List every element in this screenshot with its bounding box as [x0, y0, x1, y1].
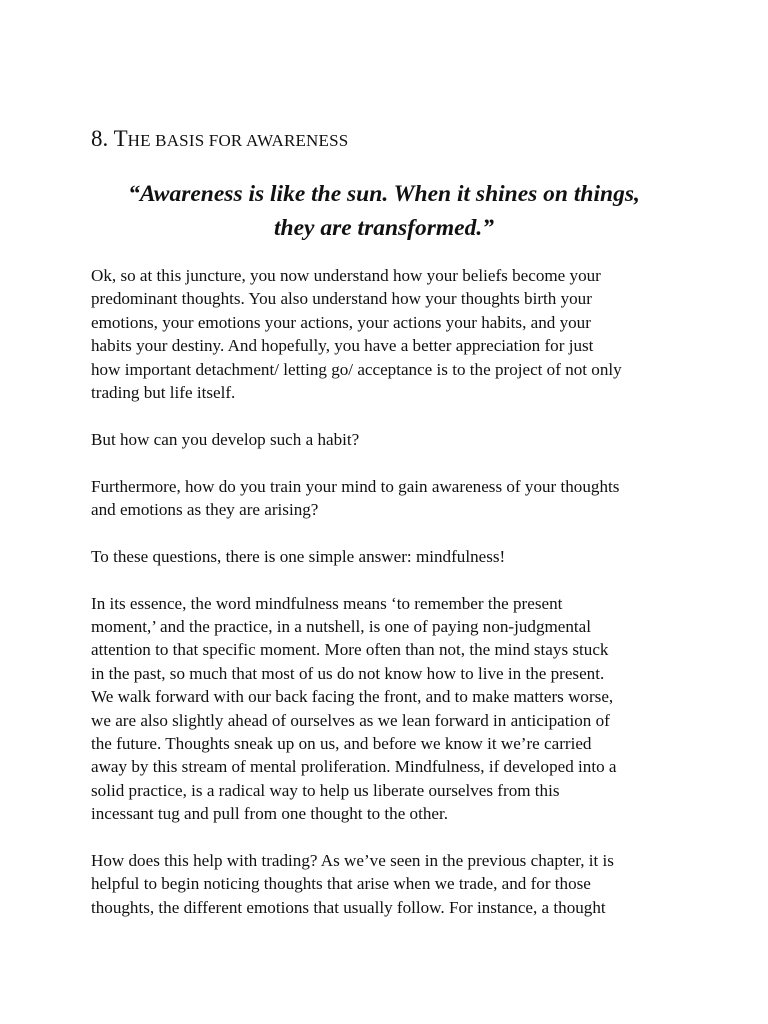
text-line: In its essence, the word mindfulness means ‘to remember the present	[91, 593, 563, 613]
text-line: Ok, so at this juncture, you now understand how your beliefs become your	[91, 266, 601, 285]
text-line: incessant tug and pull from one thought to the other.	[91, 804, 449, 824]
chapter-number: 8.	[91, 126, 114, 151]
text-line: predominant thoughts. You also understand how your thoughts birth your	[91, 289, 592, 309]
epigraph-quote	[60, 177, 708, 245]
chapter-title-initial: T	[113, 126, 128, 151]
text-line: trading but life itself.	[91, 383, 236, 403]
text-line: in the past, so much that most of us do not know how to live in the present.	[91, 663, 605, 683]
text-line: emotions, your emotions your actions, your actions your habits, and your	[91, 312, 591, 332]
text-line: Furthermore, how do you train your mind to gain awareness of your thoughts	[91, 476, 620, 496]
paragraph	[91, 428, 691, 451]
paragraph	[91, 475, 691, 522]
text-line: how important detachment/ letting go/ acceptance is to the project of not only	[91, 359, 622, 379]
text-line: habits your destiny. And hopefully, you have a better appreciation for just	[91, 336, 594, 356]
chapter-title-smallcaps: HE BASIS FOR AWARENESS	[127, 131, 349, 150]
paragraph	[91, 849, 691, 919]
text-line: solid practice, is a radical way to help us liberate ourselves from this	[91, 780, 560, 800]
paragraph	[91, 592, 691, 826]
body-text	[91, 264, 691, 943]
text-line: and emotions as they are arising?	[91, 500, 319, 520]
text-line: attention to that specific moment. More often than not, the mind stays stuck	[91, 640, 609, 660]
epigraph-line: “Awareness is like the sun. When it shines on things,	[128, 181, 640, 207]
paragraph	[91, 264, 691, 404]
text-line: moment,’ and the practice, in a nutshell, is one of paying non-judgmental	[91, 617, 592, 637]
text-line: the future. Thoughts sneak up on us, and before we know it we’re carried	[91, 734, 592, 754]
epigraph-line: they are transformed.”	[274, 215, 494, 241]
text-line: We walk forward with our back facing the front, and to make matters worse,	[91, 687, 614, 707]
chapter-heading	[91, 124, 348, 156]
paragraph	[91, 545, 691, 568]
text-line: But how can you develop such a habit?	[91, 429, 360, 449]
text-line: thoughts, the different emotions that usually follow. For instance, a thought	[91, 897, 606, 917]
text-line: away by this stream of mental proliferation. Mindfulness, if developed into a	[91, 757, 617, 777]
text-line: helpful to begin noticing thoughts that arise when we trade, and for those	[91, 874, 591, 894]
text-line: we are also slightly ahead of ourselves as we lean forward in anticipation of	[91, 710, 610, 730]
text-line: How does this help with trading? As we’ve seen in the previous chapter, it is	[91, 851, 614, 871]
text-line: To these questions, there is one simple answer: mindfulness!	[91, 546, 506, 566]
